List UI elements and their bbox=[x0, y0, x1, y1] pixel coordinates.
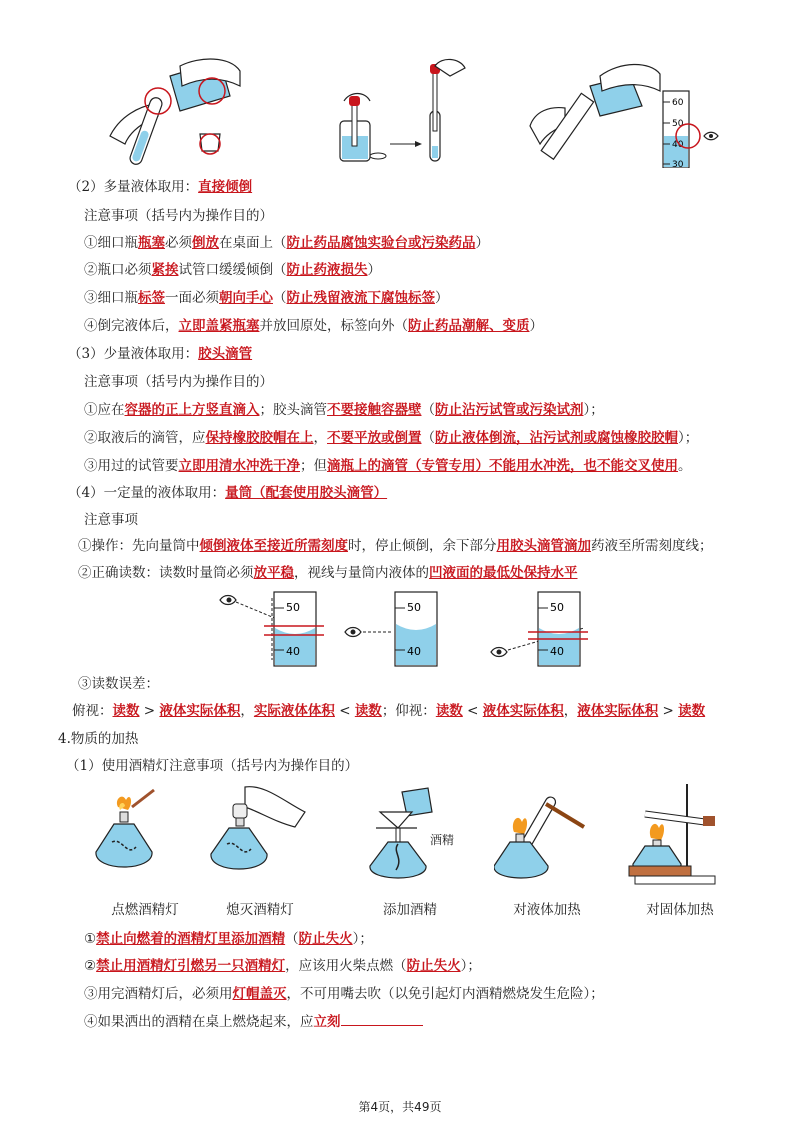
cyl3-label-40: 40 bbox=[550, 645, 564, 658]
light-lamp-figure bbox=[92, 782, 192, 882]
caption-add-alcohol: 添加酒精 bbox=[383, 902, 437, 918]
heat-item-1: ①禁止向燃着的酒精灯里添加酒精（防止失火）； bbox=[84, 931, 373, 947]
sec4-item-3: ③读数误差： bbox=[78, 676, 159, 692]
sec4-item-2: ②正确读数：读数时量筒必须放平稳，视线与量筒内液体的凹液面的最低处保持水平 bbox=[78, 565, 578, 581]
sec2-note: 注意事项（括号内为操作目的） bbox=[84, 208, 273, 224]
sec4-note: 注意事项 bbox=[84, 512, 138, 528]
caption-light-lamp: 点燃酒精灯 bbox=[111, 902, 179, 918]
cyl1-label-40: 40 bbox=[286, 645, 300, 658]
sec2-item-4: ④倒完液体后，立即盖紧瓶塞并放回原处，标签向外（防止药品潮解、变质） bbox=[84, 318, 543, 334]
pour-scale-50: 50 bbox=[672, 119, 684, 129]
sec4-item-1: ①操作：先向量筒中倾倒液体至接近所需刻度时，停止倾倒，余下部分用胶头滴管滴加药液至所需刻度线； bbox=[78, 538, 713, 554]
sec2-item-3: ③细口瓶标签一面必须朝向手心（防止残留液流下腐蚀标签） bbox=[84, 290, 449, 306]
pour-into-cylinder-figure bbox=[520, 56, 720, 168]
page-footer: 第4页，共49页 bbox=[358, 1100, 442, 1114]
heat-item-3: ③用完酒精灯后，必须用灯帽盖灭，不可用嘴去吹（以免引起灯内酒精燃烧发生危险）； bbox=[84, 986, 604, 1002]
heat-sub: （1）使用酒精灯注意事项（括号内为操作目的） bbox=[66, 758, 359, 774]
extinguish-lamp-figure bbox=[205, 782, 315, 882]
cyl3-label-50: 50 bbox=[550, 601, 564, 614]
sec3-item-1: ①应在容器的正上方竖直滴入；胶头滴管不要接触容器壁（防止沾污试管或污染试剂）； bbox=[84, 402, 604, 418]
sec4-title: （4）一定量的液体取用：量筒（配套使用胶头滴管） bbox=[68, 485, 388, 501]
sec2-item-1: ①细口瓶瓶塞必须倒放在桌面上（防止药品腐蚀实验台或污染药品） bbox=[84, 235, 489, 251]
cyl2-label-50: 50 bbox=[407, 601, 421, 614]
caption-heat-liquid: 对液体加热 bbox=[513, 902, 581, 918]
heat-item-4: ④如果洒出的酒精在桌上燃烧起来，应立刻 bbox=[84, 1011, 423, 1032]
pour-scale-30: 30 bbox=[672, 160, 684, 168]
heat-item-2: ②禁止用酒精灯引燃另一只酒精灯，应该用火柴点燃（防止失火）； bbox=[84, 958, 481, 974]
caption-heat-solid: 对固体加热 bbox=[646, 902, 714, 918]
sec3-item-2: ②取液后的滴管，应保持橡胶胶帽在上，不要平放或倒置（防止液体倒流，沾污试剂或腐蚀橡胶胶帽）； bbox=[84, 430, 699, 446]
answer-blank bbox=[341, 1011, 423, 1026]
sec2-title: （2）多量液体取用：直接倾倒 bbox=[68, 179, 253, 195]
caption-extinguish-lamp: 熄灭酒精灯 bbox=[226, 902, 294, 918]
cyl1-label-50: 50 bbox=[286, 601, 300, 614]
cyl2-label-40: 40 bbox=[407, 645, 421, 658]
reading-level-figure bbox=[343, 588, 443, 668]
alcohol-bottle-label: 酒精 bbox=[430, 833, 455, 847]
reading-from-below-figure bbox=[488, 588, 598, 668]
sec3-item-3: ③用过的试管要立即用清水冲洗干净；但滴瓶上的滴管（专管专用）不能用水冲洗，也不能交叉使用。 bbox=[84, 458, 692, 474]
heat-liquid-figure bbox=[494, 782, 604, 882]
reading-from-above-figure bbox=[218, 588, 328, 668]
sec2-item-2: ②瓶口必须紧挨试管口缓缓倾倒（防止药液损失） bbox=[84, 262, 381, 278]
sec3-note: 注意事项（括号内为操作目的） bbox=[84, 374, 273, 390]
heat-solid-figure bbox=[625, 778, 735, 888]
sec3-title: （3）少量液体取用：胶头滴管 bbox=[68, 346, 253, 362]
reading-error-line: 俯视：读数 > 液体实际体积，实际液体体积 < 读数；仰视：读数 < 液体实际体积，液体实际体积 > 读数 bbox=[72, 703, 706, 719]
pour-into-test-tube-figure bbox=[100, 56, 250, 166]
pour-scale-60: 60 bbox=[672, 98, 684, 108]
dropper-figure bbox=[330, 56, 480, 166]
add-alcohol-figure bbox=[362, 782, 472, 882]
pour-scale-40: 40 bbox=[672, 140, 684, 150]
heat-title: 4.物质的加热 bbox=[58, 731, 139, 747]
